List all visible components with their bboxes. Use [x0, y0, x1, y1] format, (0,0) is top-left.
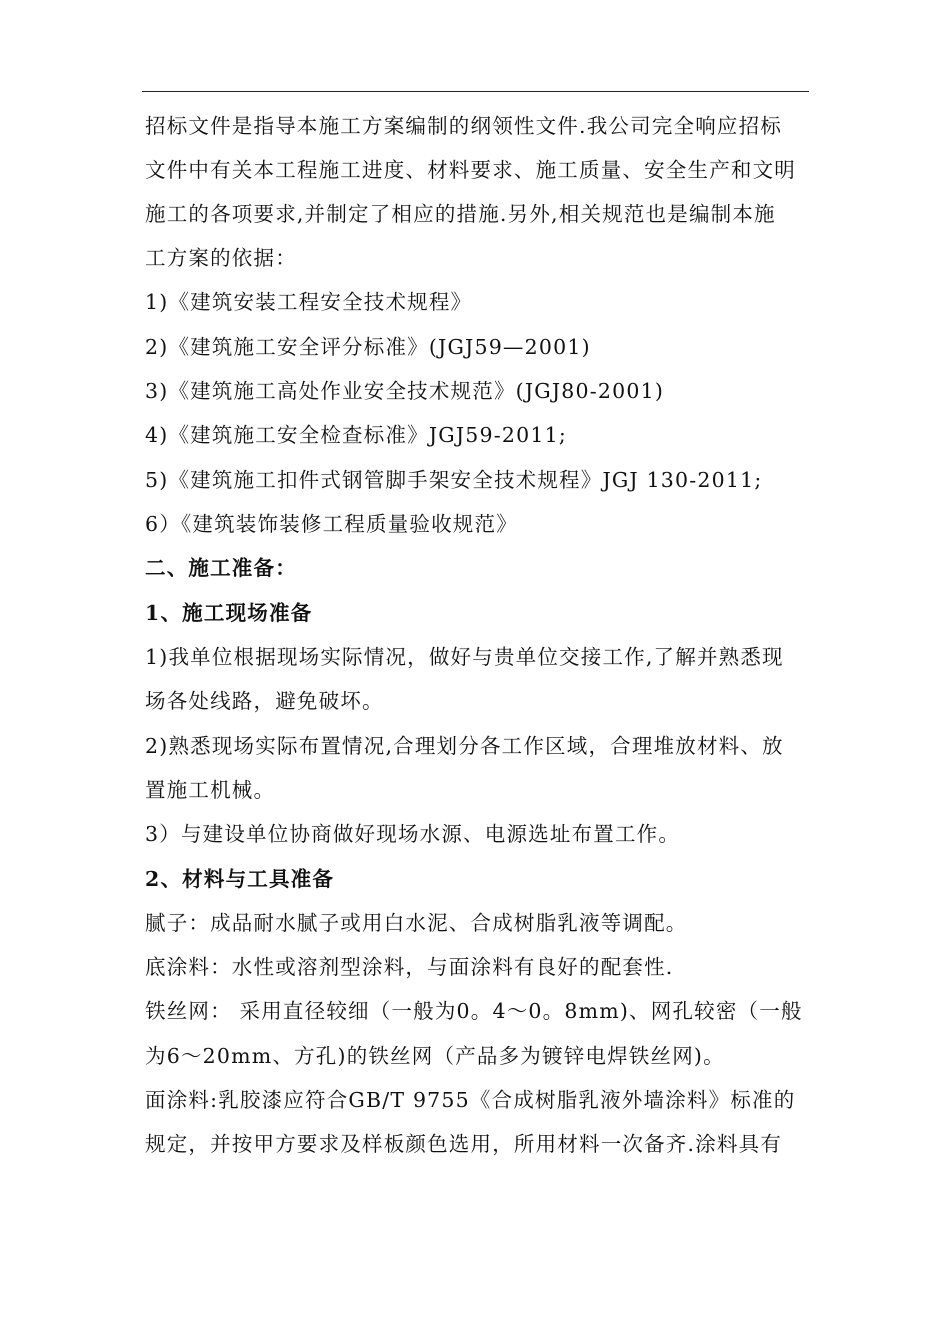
subsection-heading: 1、施工现场准备	[145, 601, 313, 625]
paragraph-line: 场各处线路，避免破坏。	[145, 689, 384, 713]
paragraph-line: 工方案的依据：	[145, 246, 297, 270]
paragraph-line: 铁丝网： 采用直径较细（一般为0。4～0。8mm)、网孔较密（一般	[145, 999, 803, 1023]
paragraph-line: 施工的各项要求,并制定了相应的措施.另外,相关规范也是编制本施	[145, 202, 776, 226]
paragraph-line: 面涂料:乳胶漆应符合GB/T 9755《合成树脂乳液外墙涂料》标准的	[145, 1088, 796, 1112]
paragraph-line: 规定，并按甲方要求及样板颜色选用，所用材料一次备齐.涂料具有	[145, 1132, 783, 1156]
paragraph-line: 3）与建设单位协商做好现场水源、电源选址布置工作。	[145, 822, 681, 846]
list-item: 3)《建筑施工高处作业安全技术规范》(JGJ80-2001)	[145, 379, 665, 403]
paragraph-line: 置施工机械。	[145, 778, 276, 802]
list-item: 1)《建筑安装工程安全技术规程》	[145, 290, 473, 314]
paragraph-line: 1)我单位根据现场实际情况，做好与贵单位交接工作,了解并熟悉现	[145, 645, 784, 669]
header-rule	[142, 91, 809, 92]
list-item: 2)《建筑施工安全评分标准》(JGJ59—2001)	[145, 335, 591, 359]
subsection-heading: 2、材料与工具准备	[145, 867, 335, 891]
paragraph-line: 底涂料：水性或溶剂型涂料，与面涂料有良好的配套性.	[145, 955, 674, 979]
list-item: 4)《建筑施工安全检查标准》JGJ59-2011;	[145, 423, 567, 447]
list-item: 5)《建筑施工扣件式钢管脚手架安全技术规程》JGJ 130-2011;	[145, 468, 763, 492]
paragraph-line: 2)熟悉现场实际布置情况,合理划分各工作区域，合理堆放材料、放	[145, 734, 784, 758]
paragraph-line: 文件中有关本工程施工进度、材料要求、施工质量、安全生产和文明	[145, 158, 796, 182]
section-heading: 二、施工准备：	[145, 556, 297, 580]
paragraph-line: 为6～20mm、方孔)的铁丝网（产品多为镀锌电焊铁丝网)。	[145, 1044, 725, 1068]
paragraph-line: 腻子：成品耐水腻子或用白水泥、合成树脂乳液等调配。	[145, 911, 688, 935]
paragraph-line: 招标文件是指导本施工方案编制的纲领性文件.我公司完全响应招标	[145, 114, 783, 138]
list-item: 6）《建筑装饰装修工程质量验收规范》	[145, 512, 518, 536]
